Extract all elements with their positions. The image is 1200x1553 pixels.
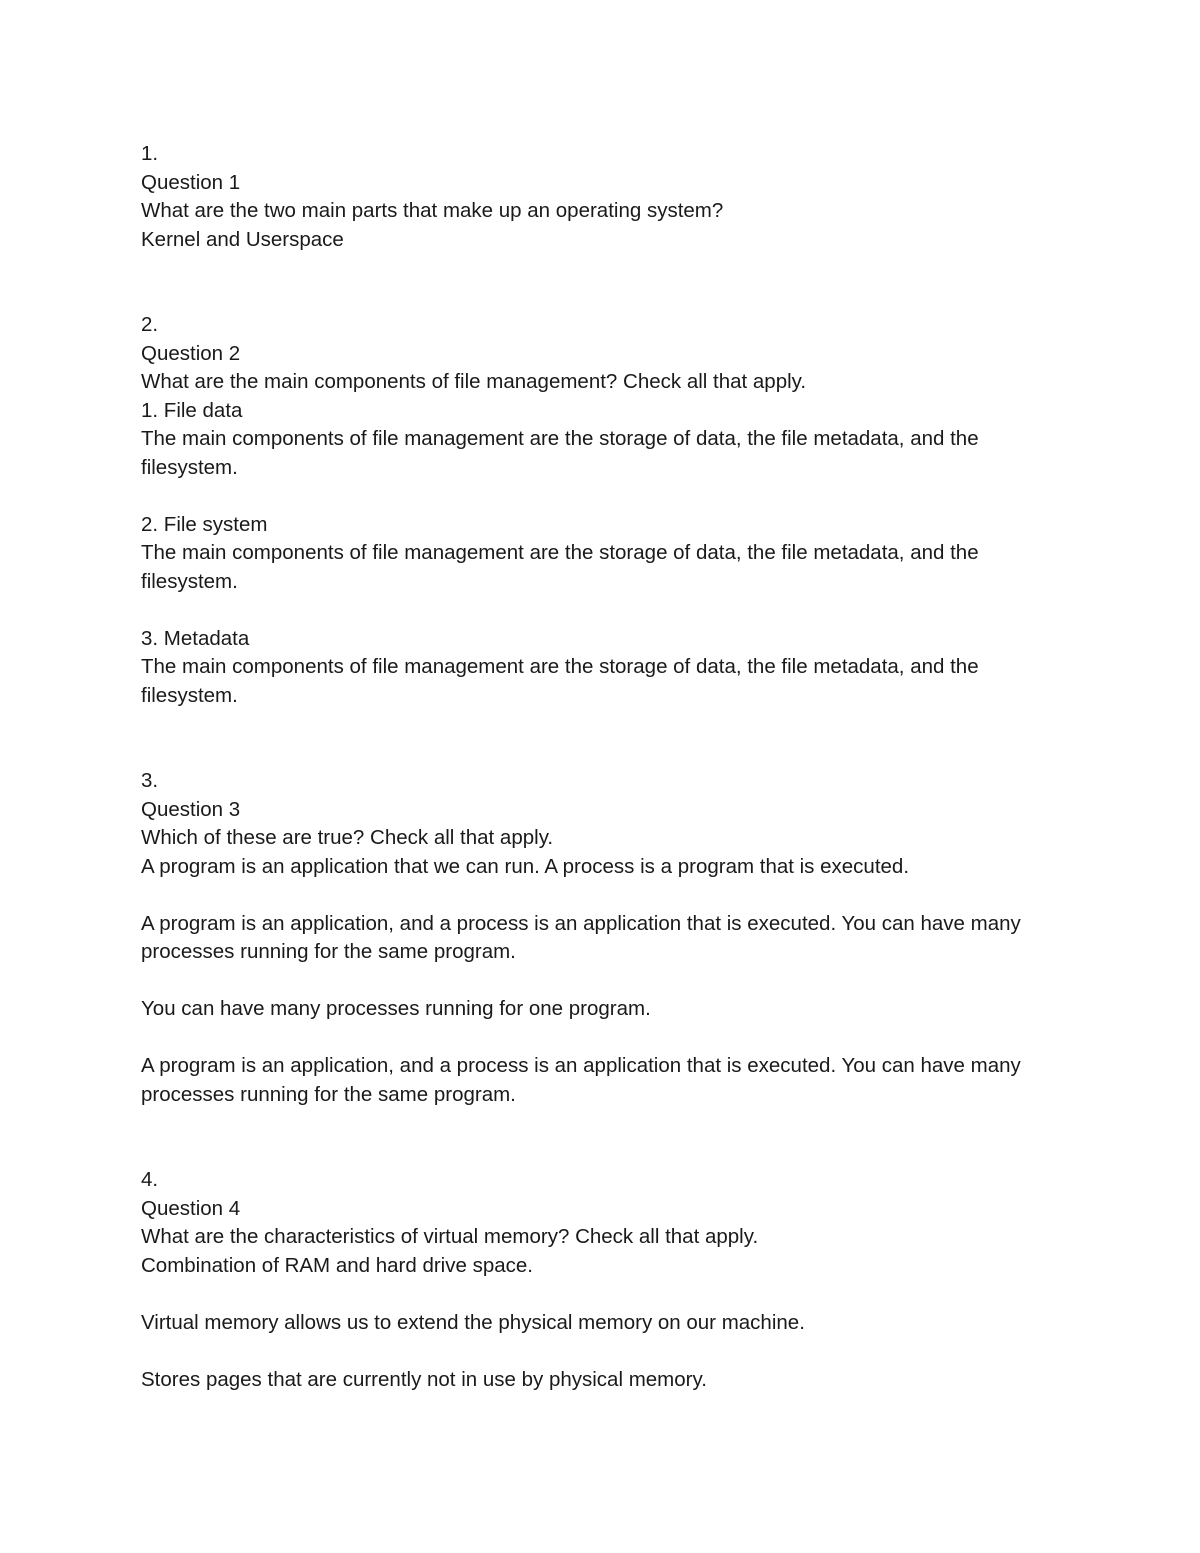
question-number: 1.	[141, 142, 159, 165]
spacer	[141, 967, 1041, 996]
spacer	[141, 710, 1041, 767]
question-prompt: What are the main components of file management? Check all that apply.	[141, 370, 807, 393]
option-label: 1. File data	[141, 398, 243, 422]
question-title: Question 3	[141, 797, 241, 821]
spacer	[141, 1109, 1041, 1166]
question-prompt: What are the characteristics of virtual memory? Check all that apply.	[141, 1225, 759, 1248]
question-1-block	[141, 140, 1041, 254]
question-2-block	[141, 311, 1041, 710]
spacer	[141, 596, 1041, 625]
answer-text: You can have many processes running for one program.	[141, 997, 651, 1020]
question-title: Question 2	[141, 341, 241, 365]
spacer	[141, 482, 1041, 511]
option-feedback: The main components of file management are the storage of data, the file metadata, and the filesystem.	[141, 427, 979, 479]
answer-text: A program is an application, and a process is an application that is executed. You can have many processes running for the same program.	[141, 1054, 1021, 1106]
answer-text: Combination of RAM and hard drive space.	[141, 1253, 533, 1277]
question-prompt: Which of these are true? Check all that apply.	[141, 826, 554, 849]
option-feedback: The main components of file management are the storage of data, the file metadata, and the filesystem.	[141, 541, 979, 593]
question-number: 3.	[141, 769, 159, 792]
option-label: 3. Metadata	[141, 626, 250, 650]
question-prompt: What are the two main parts that make up an operating system?	[141, 199, 724, 222]
spacer	[141, 1024, 1041, 1053]
answer-text: Virtual memory allows us to extend the physical memory on our machine.	[141, 1310, 805, 1334]
question-number: 2.	[141, 313, 159, 336]
spacer	[141, 254, 1041, 311]
question-title: Question 4	[141, 1196, 241, 1220]
answer-text: Stores pages that are currently not in use by physical memory.	[141, 1367, 707, 1391]
question-3-block	[141, 767, 1041, 1109]
option-label: 2. File system	[141, 512, 268, 536]
question-answer: Kernel and Userspace	[141, 227, 344, 251]
document-page	[141, 140, 1041, 1394]
option-feedback: The main components of file management are the storage of data, the file metadata, and the filesystem.	[141, 655, 979, 707]
question-title: Question 1	[141, 170, 241, 194]
spacer	[141, 1280, 1041, 1309]
answer-text: A program is an application, and a process is an application that is executed. You can have many processes running for the same program.	[141, 911, 1021, 963]
answer-text: A program is an application that we can run. A process is a program that is executed.	[141, 854, 910, 878]
question-number: 4.	[141, 1168, 159, 1191]
spacer	[141, 1337, 1041, 1366]
question-4-block	[141, 1166, 1041, 1394]
spacer	[141, 881, 1041, 910]
